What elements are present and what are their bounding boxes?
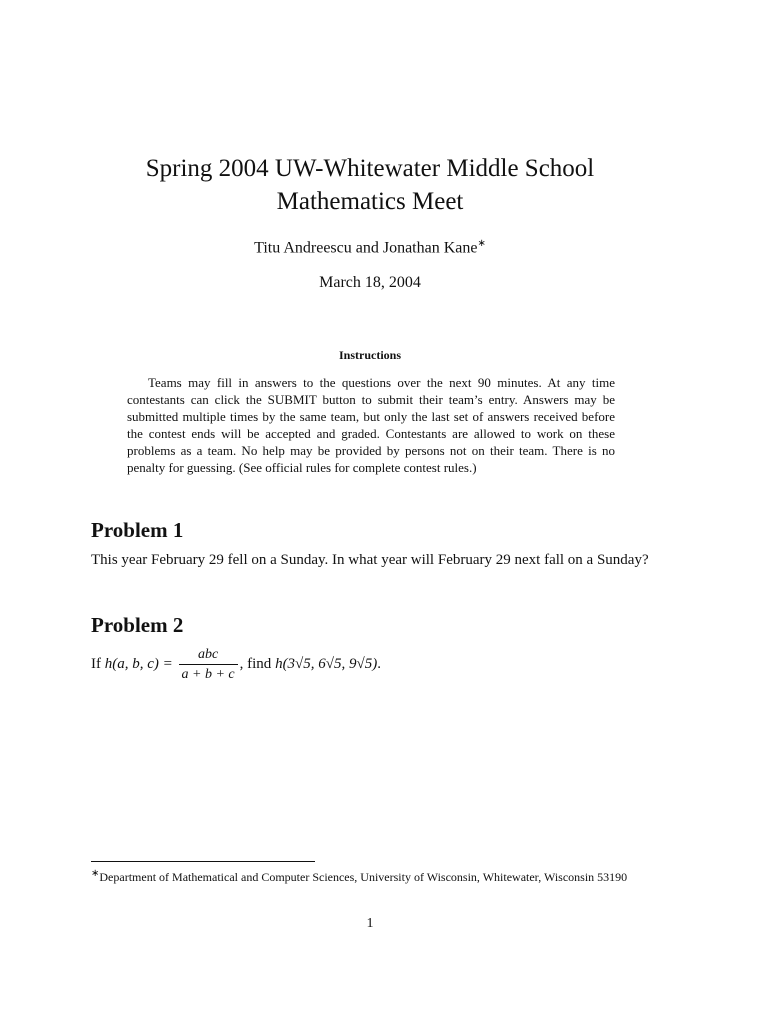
document-date: March 18, 2004 — [319, 274, 421, 291]
problem-2-suffix: . — [377, 655, 381, 672]
problem-1-text: This year February 29 fell on a Sunday. In what year will February 29 next fall on a Sunday? — [91, 552, 649, 568]
instructions-text: Teams may fill in answers to the questions over the next 90 minutes. At any time contestants can click the SUBMIT button to submit their team’s entry. Answers may be submitted multiple times by the same team, but only the last set of answers received before the contest ends will be accepted and graded. Contestants are allowed to work on these problems as a team. No help may be provided by persons not on their team. There is no penalty for guessing. (See official rules for complete contest rules.) — [127, 375, 615, 475]
problem-2-prefix: If — [91, 655, 105, 672]
problem-1-heading: Problem 1 — [91, 518, 184, 542]
footnote — [91, 866, 653, 885]
problem-2-middle: , find — [239, 655, 276, 672]
authors — [0, 238, 740, 257]
document-title — [0, 152, 740, 218]
footnote-text: Department of Mathematical and Computer Sciences, University of Wisconsin, Whitewater, Wisconsin 53190 — [99, 870, 628, 884]
author-footnote-mark: ∗ — [477, 238, 486, 249]
instructions-heading: Instructions — [338, 348, 401, 362]
page-number: 1 — [366, 916, 374, 931]
footnote-rule — [91, 861, 315, 862]
fraction-numerator: abc — [179, 645, 238, 665]
footnote-mark: ∗ — [91, 868, 100, 879]
title-line-1: Spring 2004 UW-Whitewater Middle School — [145, 155, 595, 182]
problem-2-lhs: h(a, b, c) = — [104, 655, 173, 672]
problem-2-fraction — [179, 645, 238, 684]
problem-2-expression: h(3√5, 6√5, 9√5) — [275, 655, 378, 672]
problem-2-text — [91, 645, 651, 684]
fraction-denominator: a + b + c — [181, 667, 235, 682]
problem-2-heading: Problem 2 — [91, 613, 184, 637]
author-names: Titu Andreescu and Jonathan Kane — [254, 239, 478, 257]
title-line-2: Mathematics Meet — [276, 188, 464, 215]
